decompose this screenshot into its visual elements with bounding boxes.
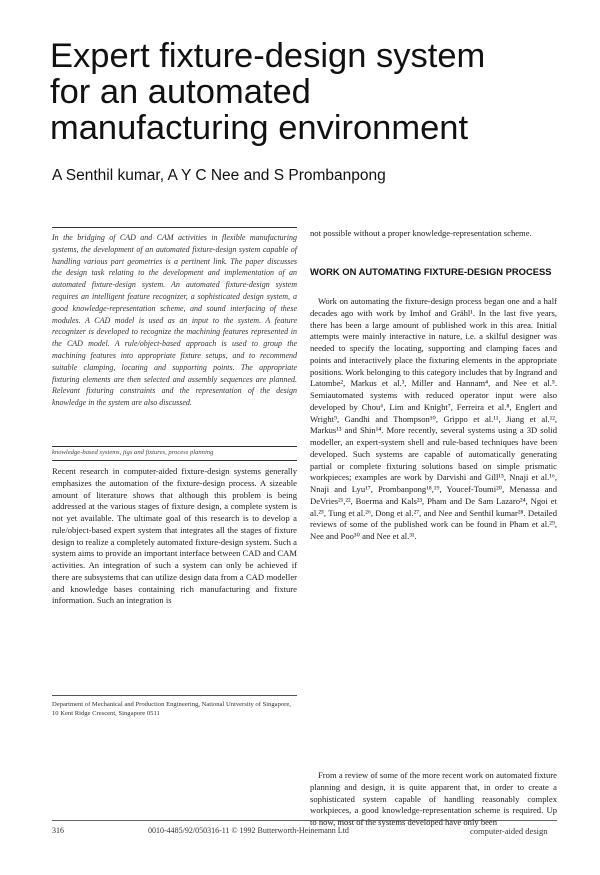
title-line: Expert fixture-design system xyxy=(50,37,486,75)
footer-rule xyxy=(52,820,557,821)
keywords: knowledge-based systems, jigs and fixtures, process planning xyxy=(52,449,214,456)
intro-top-rule xyxy=(52,460,297,461)
abstract-top-rule xyxy=(52,227,297,228)
introduction-text: Recent research in computer-aided fixture-design systems generally emphasizes the automation of the fixture-design process. A sizeable amount of literature shows that although this problem is being addressed at the various stages of fixture design, a complete system is not yet available. The ultimate goal of this research is to develop a rule/object-based expert system that integrates all the stages of fixture design to realize a completely automated fixture-design system. Such a system aims to provide an important interface between CAD and CAM activities. An integration of such a system can only be achieved if there are subsystems that can utilize design data from a CAD modeller and knowledge bases containing rich manufacturing and fixture information. Such an integration is xyxy=(52,466,297,606)
continuation-text: not possible without a proper knowledge-representation scheme. xyxy=(310,228,532,238)
section-heading: WORK ON AUTOMATING FIXTURE-DESIGN PROCESS xyxy=(310,266,552,277)
title-line: for an automated xyxy=(50,73,311,111)
issn-copyright: 0010-4485/92/050316-11 © 1992 Butterworth-Heinemann Ltd xyxy=(148,826,349,835)
paper-title xyxy=(50,38,570,146)
affiliation-rule xyxy=(52,695,297,696)
abstract-text: In the bridging of CAD and CAM activities in flexible manufacturing systems, the development of an automated fixture-design system capable of handling various part geometries is a pertinent link. The paper discusses the design task relating to the development and implementation of an automated fixture-design system. An automated fixture-design system requires an intelligent feature recognizer, a sophisticated design system, a good knowledge-representation scheme, and sound interfacing of these modules. A CAD model is used as an input to the system. A feature recognizer is developed to recognize the machining features represented in the CAD model. A rule/object-based approach is used to group the machining features into appropriate fixture setups, and to recommend suitable clamping, locating and supporting points. The appropriate fixturing elements are then selected and assembly sequences are planned. Relevant fixturing constraints and the representation of the design knowledge in the system are also discussed. xyxy=(52,233,297,408)
author-list: A Senthil kumar, A Y C Nee and S Prombanpong xyxy=(52,167,386,184)
author-affiliation: Department of Mechanical and Production Engineering, National University of Singapore, 10 Kent Ridge Crescent, Singapore 0511 xyxy=(52,701,291,718)
title-line: manufacturing environment xyxy=(50,109,469,147)
page-number: 316 xyxy=(52,826,64,835)
body-paragraph: From a review of some of the more recent work on automated fixture planning and design, it is quite apparent that, in order to create a sophisticated system capable of handling reasonably complex workpieces, a good knowledge-representation scheme is required. Up to now, most of the systems developed have only been xyxy=(310,770,557,827)
body-paragraph: Work on automating the fixture-design process began one and a half decades ago with work by Imhof and Grähl¹. In the last five years, there has been a large amount of published work in this area. Initial attempts were mainly interactive in nature, i.e. a skilful designer was needed to specify the locating, supporting and clamping faces and points and interactively place the fixturing elements in the appropriate positions. Work belonging to this category includes that by Ingrand and Latombe², Markus et al.³, Miller and Hannam⁴, and Nee et al.⁵. Semiautomated systems with reduced operator input were also developed by Chou⁶, Lim and Knight⁷, Ferreira et al.⁸, Englert and Wright⁹, Gandhi and Thompson¹⁰, Grippo et al.¹¹, Jiang et al.¹², Markus¹³ and Shin¹⁴. More recently, several systems using a 3D solid modeller, an expert-system shell and rule-based techniques have been developed. Such systems are capable of automatically generating partial or complete fixturing solutions based on simple prismatic workpieces; examples are work by Darvishi and Gill¹⁵, Nnaji et al.¹⁶, Nnaji and Lyu¹⁷, Prombanpong¹⁸,¹⁹, Youcef-Toumi²⁰, Menassa and DeVries²¹,²², Boerma and Kals²³, Pham and De Sam Lazaro²⁴, Ngoi et al.²⁵, Tung et al.²⁶, Dong et al.²⁷, and Nee and Senthil kumar²⁸. Detailed reviews of some of the published work can be found in Pham et al.²⁹, Nee and Poo³⁰ and Nee et al.³¹. xyxy=(310,296,557,541)
keywords-rule xyxy=(52,446,297,447)
journal-name: computer-aided design xyxy=(470,826,548,836)
